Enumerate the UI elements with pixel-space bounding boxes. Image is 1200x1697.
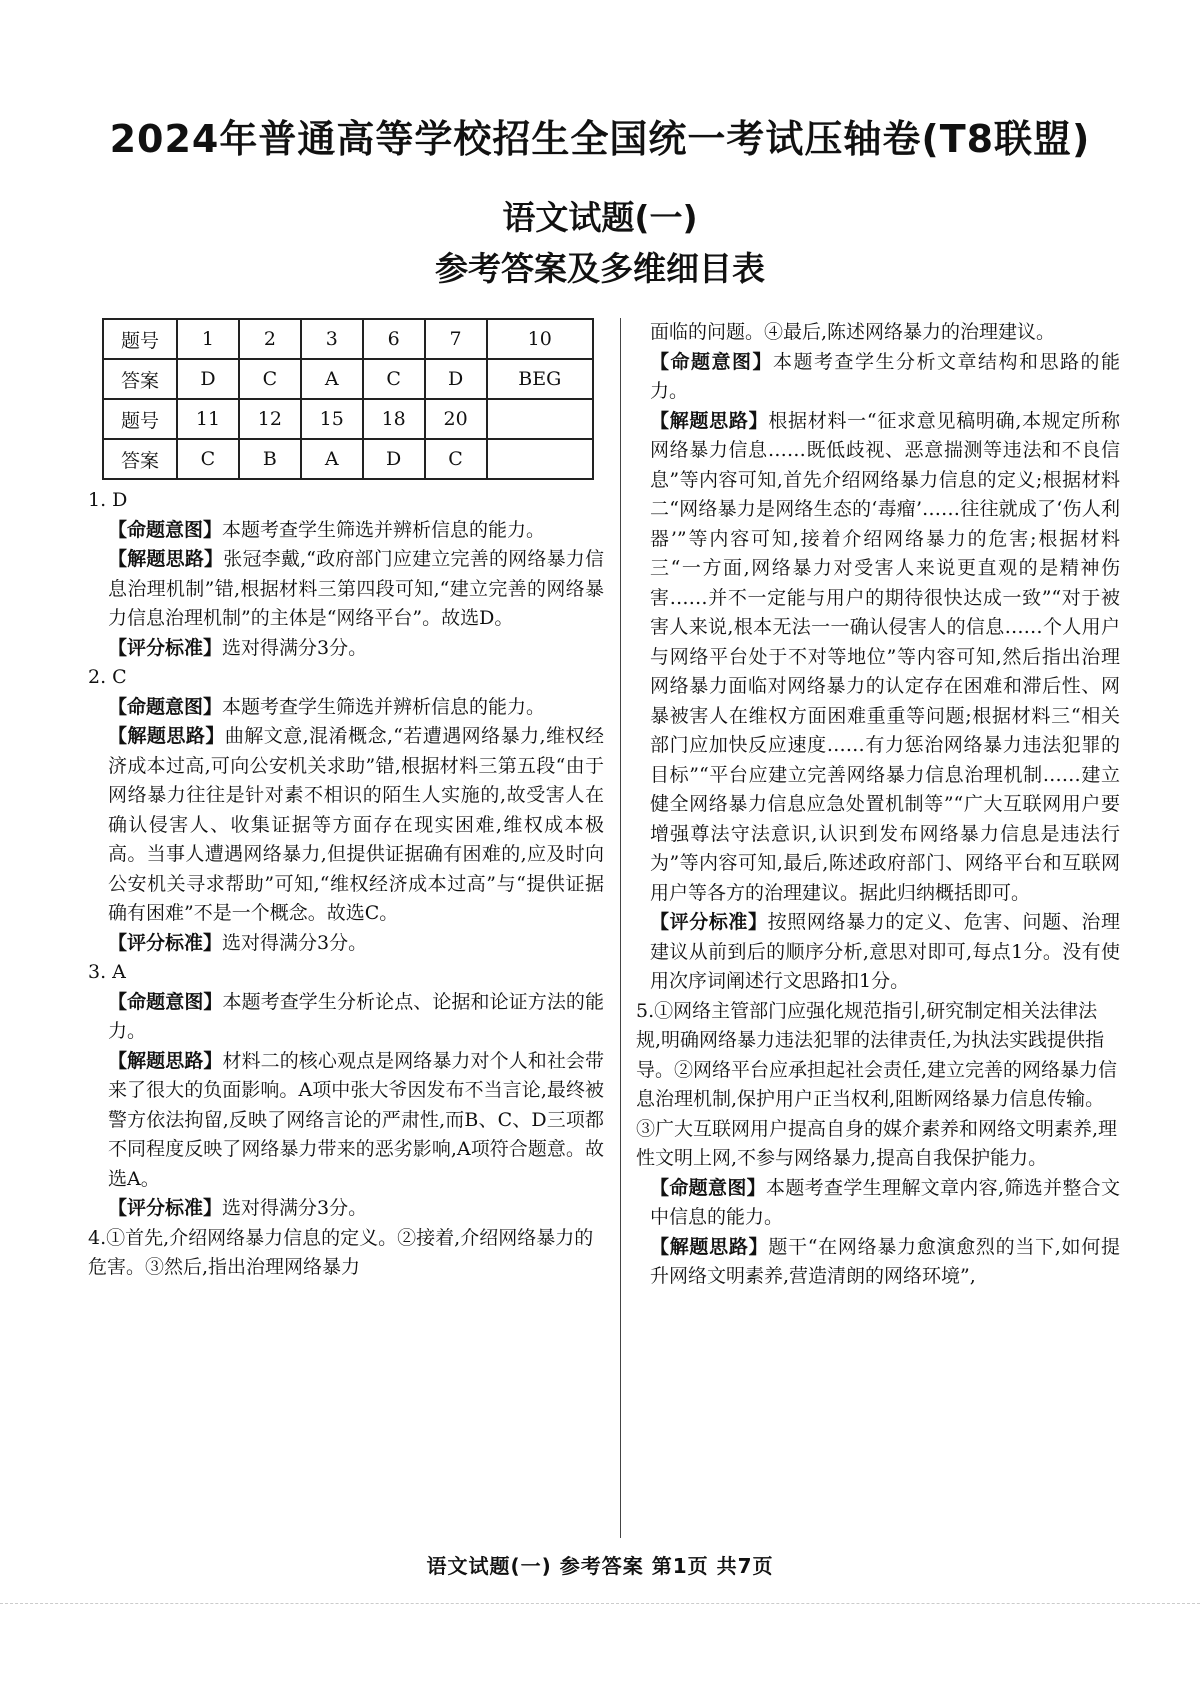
- table-cell: 20: [425, 399, 487, 439]
- intent-label: 【命题意图】: [108, 518, 223, 541]
- approach-label: 【解题思路】: [650, 1235, 769, 1258]
- intent-paragraph: [108, 516, 604, 546]
- intent-text: 本题考查学生理解文章内容,筛选并整合文中信息的能力。: [650, 1176, 1120, 1228]
- question-number: 2. C: [88, 666, 127, 688]
- approach-text: 材料二的核心观点是网络暴力对个人和社会带来了很大的负面影响。A项中张大爷因发布不当言论,最终被警方依法拘留,反映了网络言论的严肃性,而B、C、D三项都不同程度反映了网络暴力带来的恶劣影响,A项符合题意。故选A。: [108, 1049, 604, 1190]
- table-cell: 10: [487, 319, 593, 359]
- question-3: [88, 958, 604, 1224]
- table-cell: [487, 439, 593, 479]
- intent-label: 【命题意图】: [108, 695, 223, 718]
- table-cell: C: [239, 359, 301, 399]
- column-divider: [620, 318, 621, 1538]
- table-cell: C: [425, 439, 487, 479]
- intent-paragraph: [108, 693, 604, 723]
- approach-paragraph: [108, 545, 604, 634]
- subject-title: 语文试题(一): [502, 198, 698, 237]
- scoring-paragraph: [108, 1194, 604, 1224]
- table-cell: 3: [301, 319, 363, 359]
- question-1: [88, 486, 604, 663]
- table-cell: A: [301, 359, 363, 399]
- scoring-label: 【评分标准】: [108, 636, 223, 659]
- approach-text: 题干“在网络暴力愈演愈烈的当下,如何提升网络文明素养,营造清朗的网络环境”,: [650, 1235, 1120, 1287]
- table-cell: D: [425, 359, 487, 399]
- approach-label: 【解题思路】: [108, 548, 224, 570]
- intent-text: 本题考查学生分析论点、论据和论证方法的能力。: [108, 990, 604, 1042]
- scoring-paragraph: [650, 908, 1120, 997]
- table-cell: 答案: [103, 359, 177, 399]
- intent-text: 本题考查学生筛选并辨析信息的能力。: [222, 518, 546, 541]
- question-5: [636, 997, 1120, 1292]
- table-cell: 11: [177, 399, 239, 439]
- intent-label: 【命题意图】: [650, 350, 773, 373]
- left-column: [88, 318, 604, 1283]
- question-2: [88, 663, 604, 958]
- approach-paragraph: [108, 722, 604, 929]
- table-cell: D: [363, 439, 425, 479]
- table-row: [103, 399, 593, 439]
- approach-text: 根据材料一“征求意见稿明确,本规定所称网络暴力信息……既低歧视、恶意揣测等违法和不良信息”等内容可知,首先介绍网络暴力信息的定义;根据材料二“网络暴力是网络生态的‘毒瘤’……往往就成了‘伤人利器’”等内容可知,接着介绍网络暴力的危害;根据材料三“一方面,网络暴力对受害人来说更直观的是精神伤害……并不一定能与用户的期待很快达成一致”“对于被害人来说,根本无法一一确认侵害人的信息……个人用户与网络平台处于不对等地位”等内容可知,然后指出治理网络暴力面临对网络暴力的认定存在困难和滞后性、网暴被害人在维权方面困难重重等问题;根据材料三“相关部门应加快反应速度……有力惩治网络暴力违法犯罪的目标”“平台应建立完善网络暴力信息治理机制……建立健全网络暴力信息应急处置机制等”“广大互联网用户要增强尊法守法意识,认识到发布网络暴力信息是违法行为”等内容可知,最后,陈述政府部门、网络平台和互联网用户等各方的治理建议。据此归纳概括即可。: [650, 409, 1120, 904]
- intent-text: 本题考查学生筛选并辨析信息的能力。: [222, 695, 546, 718]
- approach-text: 曲解文意,混淆概念,“若遭遇网络暴力,维权经济成本过高,可向公安机关求助”错,根据材料三第五段“由于网络暴力往往是针对素不相识的陌生人实施的,故受害人在确认侵害人、收集证据等方面存在现实困难,维权成本极高。当事人遭遇网络暴力,但提供证据确有困难的,应及时向公安机关寻求帮助”可知,“维权经济成本过高”与“提供证据确有困难”不是一个概念。故选C。: [108, 725, 604, 924]
- table-cell: 6: [363, 319, 425, 359]
- intent-paragraph: [650, 1174, 1120, 1233]
- answer-table: [102, 318, 594, 480]
- answer-paragraph: [88, 1224, 604, 1283]
- scoring-text: 选对得满分3分。: [222, 636, 368, 659]
- intent-text: 本题考查学生分析文章结构和思路的能力。: [650, 350, 1120, 402]
- table-cell: A: [301, 439, 363, 479]
- table-cell: BEG: [487, 359, 593, 399]
- question-number: 3. A: [88, 961, 126, 983]
- right-column: [636, 318, 1120, 1292]
- table-cell: D: [177, 359, 239, 399]
- approach-label: 【解题思路】: [108, 1049, 223, 1072]
- table-row: [103, 439, 593, 479]
- answer-text: ①首先,介绍网络暴力信息的定义。②接着,介绍网络暴力的危害。③然后,指出治理网络暴力: [88, 1226, 594, 1278]
- table-cell: 题号: [103, 399, 177, 439]
- intent-paragraph: [650, 348, 1120, 407]
- table-cell: 7: [425, 319, 487, 359]
- table-row: [103, 319, 593, 359]
- page-footer: 语文试题(一) 参考答案 第1页 共7页: [426, 1554, 774, 1578]
- table-cell: 答案: [103, 439, 177, 479]
- approach-paragraph: [108, 1047, 604, 1195]
- scoring-text: 选对得满分3分。: [222, 931, 368, 954]
- question-number: 5.: [636, 999, 655, 1022]
- answer-continued: 面临的问题。④最后,陈述网络暴力的治理建议。: [650, 321, 1056, 343]
- answer-paragraph: [636, 997, 1120, 1174]
- question-number: 1. D: [88, 489, 128, 511]
- question-number: 4.: [88, 1226, 107, 1249]
- scoring-label: 【评分标准】: [108, 931, 223, 954]
- scoring-label: 【评分标准】: [108, 1197, 223, 1219]
- intent-paragraph: [108, 988, 604, 1047]
- table-cell: 15: [301, 399, 363, 439]
- scoring-paragraph: [108, 634, 604, 664]
- table-row: [103, 359, 593, 399]
- scoring-text: 按照网络暴力的定义、危害、问题、治理建议从前到后的顺序分析,意思对即可,每点1分。没有使用次序词阐述行文思路扣1分。: [650, 911, 1120, 992]
- question-4-start: [88, 1224, 604, 1283]
- table-cell: [487, 399, 593, 439]
- table-cell: 12: [239, 399, 301, 439]
- intent-label: 【命题意图】: [650, 1176, 766, 1199]
- approach-text: 张冠李戴,“政府部门应建立完善的网络暴力信息治理机制”错,根据材料三第四段可知,“建立完善的网络暴力信息治理机制”的主体是“网络平台”。故选D。: [108, 548, 604, 629]
- page-edge-rule: [0, 1603, 1200, 1605]
- document-subtitle: 参考答案及多维细目表: [435, 249, 765, 288]
- scoring-text: 选对得满分3分。: [222, 1197, 368, 1219]
- approach-label: 【解题思路】: [650, 409, 769, 432]
- approach-paragraph: [650, 1233, 1120, 1292]
- scoring-paragraph: [108, 929, 604, 959]
- table-cell: 18: [363, 399, 425, 439]
- table-cell: 题号: [103, 319, 177, 359]
- approach-paragraph: [650, 407, 1120, 909]
- answer-text: ①网络主管部门应强化规范指引,研究制定相关法律法规,明确网络暴力违法犯罪的法律责任,为执法实践提供指导。②网络平台应承担起社会责任,建立完善的网络暴力信息治理机制,保护用户正当权利,阻断网络暴力信息传输。③广大互联网用户提高自身的媒介素养和网络文明素养,理性文明上网,不参与网络暴力,提高自我保护能力。: [636, 999, 1118, 1169]
- table-cell: 2: [239, 319, 301, 359]
- scoring-label: 【评分标准】: [650, 911, 768, 933]
- table-cell: B: [239, 439, 301, 479]
- table-cell: C: [363, 359, 425, 399]
- intent-label: 【命题意图】: [108, 990, 223, 1013]
- approach-label: 【解题思路】: [108, 725, 225, 747]
- table-cell: C: [177, 439, 239, 479]
- table-cell: 1: [177, 319, 239, 359]
- question-4-continued: [636, 318, 1120, 997]
- page-title: 2024年普通高等学校招生全国统一考试压轴卷(T8联盟): [109, 117, 1091, 161]
